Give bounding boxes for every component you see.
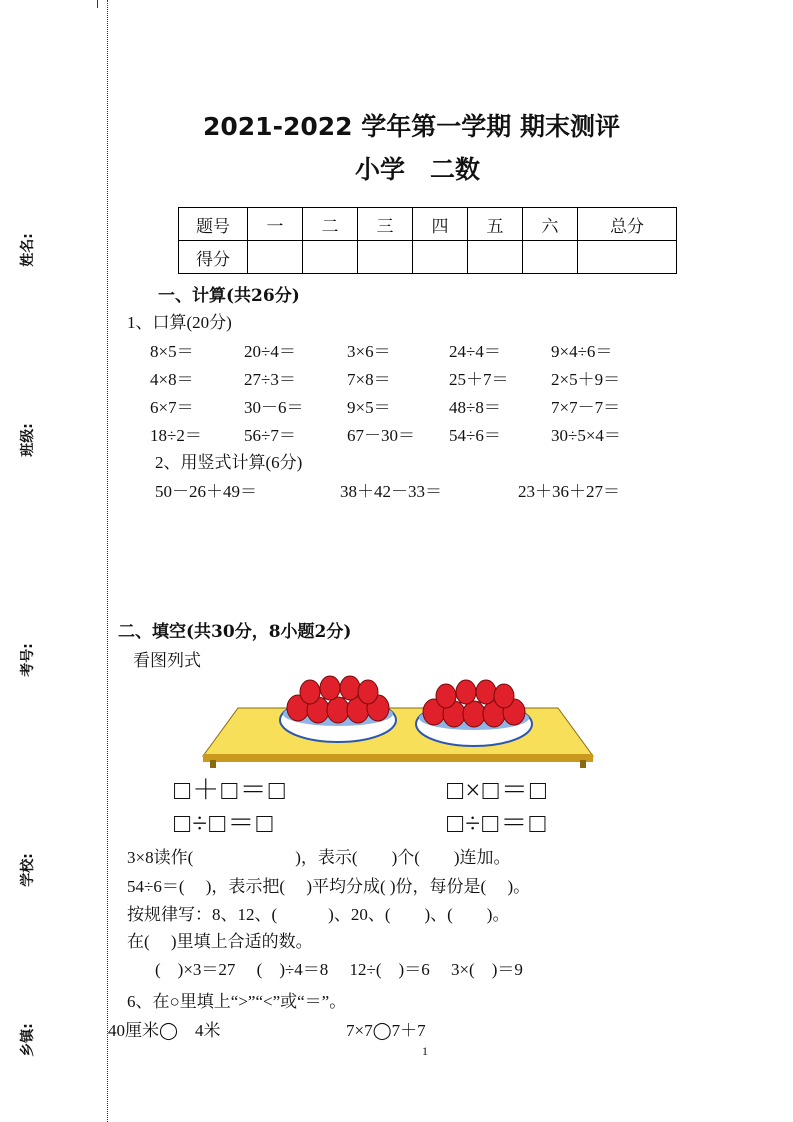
compare-question: 7×7◯7＋7 [346,1021,426,1040]
fill-question: 3×8读作( )，表示( )个( )连加。 [127,848,511,867]
table-cell: 总分 [578,208,677,241]
oral-problem: 9×5＝ [347,398,391,417]
score-input[interactable] [468,241,523,274]
q2-label: 2、用竖式计算(6分) [155,453,303,472]
page-title: 2021-2022 学年第一学期 期末测评 [203,112,620,141]
score-table [178,207,677,274]
oral-problem: 9×4÷6＝ [551,342,613,361]
oral-problem: 30－6＝ [244,398,304,417]
oral-problem: 18÷2＝ [150,426,202,445]
table-cell: 四 [413,208,468,241]
q1-label: 1、口算(20分) [127,313,232,332]
oral-problem: 20÷4＝ [244,342,296,361]
table-cell: 六 [523,208,578,241]
name-label: 姓名: [19,233,36,267]
table-row [179,241,677,274]
oral-problem: 56÷7＝ [244,426,296,445]
oral-problem: 24÷4＝ [449,342,501,361]
table-row [179,208,677,241]
compare-question: 40厘米◯ 4米 [108,1021,221,1040]
oral-problem: 67－30＝ [347,426,415,445]
box-equation: □＋□＝□ [174,775,287,805]
box-equation: □×□＝□ [447,775,549,805]
oral-problem: 3×6＝ [347,342,391,361]
oral-problem: 25＋7＝ [449,370,509,389]
binding-line [107,0,108,1122]
fill-question: 6、在○里填上“>”“<”或“＝”。 [127,992,347,1011]
score-input[interactable] [578,241,677,274]
score-input[interactable] [358,241,413,274]
exam-number-label: 考号: [19,643,36,677]
oral-problem: 2×5＋9＝ [551,370,621,389]
oral-problem: 54÷6＝ [449,426,501,445]
fill-question: 54÷6＝( )，表示把( )平均分成( )份，每份是( )。 [127,877,531,896]
score-input[interactable] [303,241,358,274]
fill-question: 按规律写：8、12、( )、20、( )、( )。 [127,905,510,924]
town-label: 乡镇: [19,1023,36,1057]
oral-problem: 6×7＝ [150,398,194,417]
oral-problem: 7×7－7＝ [551,398,621,417]
oral-problem: 8×5＝ [150,342,194,361]
score-input[interactable] [523,241,578,274]
table-cell: 二 [303,208,358,241]
table-cell: 题号 [179,208,248,241]
box-equation: □÷□＝□ [174,808,275,838]
strawberry-table-image [198,668,598,768]
bowl-left [280,676,396,742]
table-cell: 一 [248,208,303,241]
oral-problem: 7×8＝ [347,370,391,389]
section1-heading: 一、计算(共26分) [158,286,300,306]
margin-tick [97,0,98,8]
oral-problem: 30÷5×4＝ [551,426,621,445]
oral-problem: 48÷8＝ [449,398,501,417]
oral-problem: 4×8＝ [150,370,194,389]
school-label: 学校: [19,853,36,887]
section2-heading: 二、填空(共30分，8小题2分) [118,622,352,642]
page-subtitle: 小学 二数 [355,155,481,184]
class-label: 班级: [19,423,36,457]
oral-problem: 27÷3＝ [244,370,296,389]
box-equation: □÷□＝□ [447,808,548,838]
table-cell: 得分 [179,241,248,274]
vertical-problem: 38＋42－33＝ [340,482,442,501]
score-input[interactable] [413,241,468,274]
picture-label: 看图列式 [133,651,201,670]
table-cell: 五 [468,208,523,241]
table-cell: 三 [358,208,413,241]
vertical-problem: 23＋36＋27＝ [518,482,620,501]
score-input[interactable] [248,241,303,274]
fill-question: 在( )里填上合适的数。 [127,932,313,951]
page-number: 1 [422,1044,428,1058]
bowl-right [416,680,532,746]
fill-question: ( )×3＝27 ( )÷4＝8 12÷( )＝6 3×( )＝9 [155,960,523,979]
vertical-problem: 50－26＋49＝ [155,482,257,501]
